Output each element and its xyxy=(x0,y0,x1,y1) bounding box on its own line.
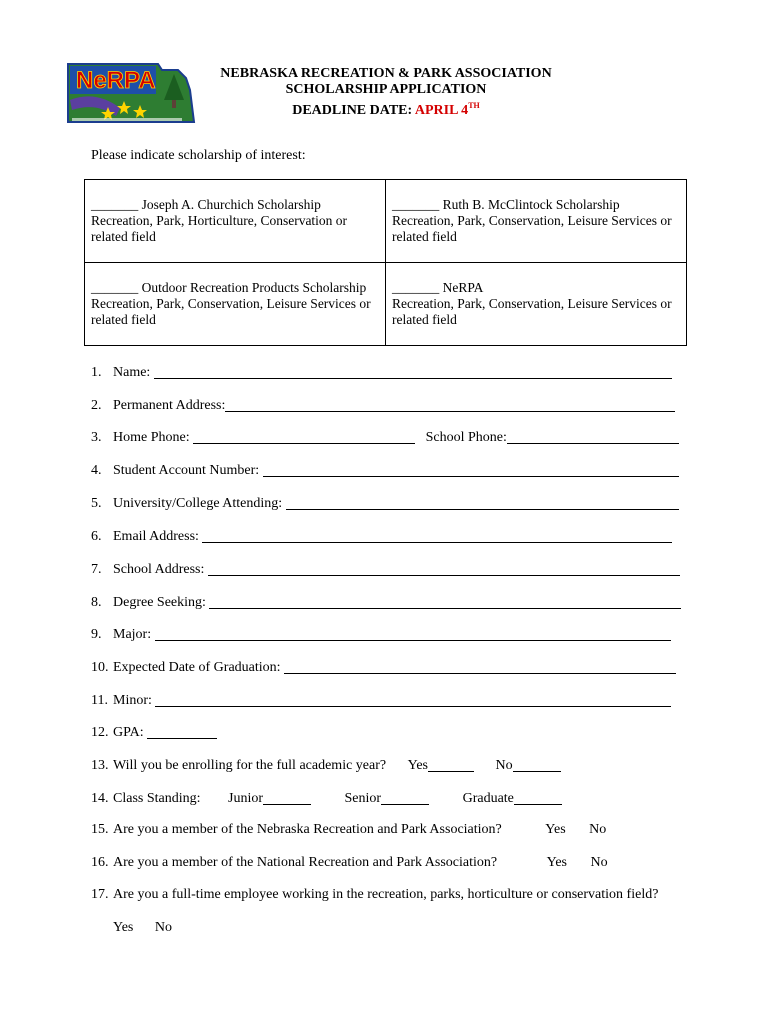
full-year-no-field[interactable] xyxy=(513,757,561,772)
scholarship-cell[interactable]: _______ NeRPA Recreation, Park, Conservation, Leisure Services or related field xyxy=(386,263,687,346)
title-deadline: DEADLINE DATE: APRIL 4TH xyxy=(292,101,480,118)
name-field[interactable] xyxy=(154,364,672,379)
question-school-address: 7. School Address: xyxy=(91,561,680,578)
full-year-yes-field[interactable] xyxy=(428,757,474,772)
major-field[interactable] xyxy=(155,626,671,641)
employee-no-option[interactable]: No xyxy=(154,920,172,935)
email-field[interactable] xyxy=(202,528,672,543)
nrpa-yes-option[interactable]: Yes xyxy=(546,855,567,870)
standing-graduate-field[interactable] xyxy=(514,790,562,805)
deadline-date: APRIL 4TH xyxy=(414,101,480,118)
home-phone-field[interactable] xyxy=(193,429,415,444)
document-title xyxy=(218,66,554,119)
nerpa-no-option[interactable]: No xyxy=(589,822,607,837)
scholarship-cell[interactable]: _______ Joseph A. Churchich Scholarship Recreation, Park, Horticulture, Conservation or related field xyxy=(85,180,386,263)
question-full-year: 13. Will you be enrolling for the full academic year? Yes No xyxy=(91,757,561,774)
scholarship-cell[interactable]: _______ Outdoor Recreation Products Scholarship Recreation, Park, Conservation, Leisure Services or related field xyxy=(85,263,386,346)
title-association: NEBRASKA RECREATION & PARK ASSOCIATION xyxy=(220,66,552,81)
nerpa-logo xyxy=(66,60,196,126)
standing-junior-field[interactable] xyxy=(263,790,311,805)
question-nerpa-member: 15. Are you a member of the Nebraska Recreation and Park Association? Yes No xyxy=(91,822,607,837)
university-field[interactable] xyxy=(286,495,679,510)
student-account-field[interactable] xyxy=(263,462,679,477)
scholarship-intro: Please indicate scholarship of interest: xyxy=(91,148,306,163)
graduation-date-field[interactable] xyxy=(284,659,676,674)
question-class-standing: 14. Class Standing: Junior Senior Graduate xyxy=(91,790,562,807)
degree-field[interactable] xyxy=(209,594,681,609)
question-permanent-address: 2. Permanent Address: xyxy=(91,397,675,414)
gpa-field[interactable] xyxy=(147,724,217,739)
question-nrpa-member: 16. Are you a member of the National Recreation and Park Association? Yes No xyxy=(91,855,608,870)
question-email: 6. Email Address: xyxy=(91,528,672,545)
question-phone: 3. Home Phone: School Phone: xyxy=(91,429,679,446)
question-fulltime-employee: 17. Are you a full-time employee working in the recreation, parks, horticulture or conservation field? xyxy=(91,887,659,902)
question-graduation-date: 10. Expected Date of Graduation: xyxy=(91,659,676,676)
question-student-account: 4. Student Account Number: xyxy=(91,462,679,479)
permanent-address-field[interactable] xyxy=(225,397,675,412)
school-phone-field[interactable] xyxy=(507,429,679,444)
minor-field[interactable] xyxy=(155,692,671,707)
question-minor: 11. Minor: xyxy=(91,692,671,709)
scholarship-table xyxy=(84,179,687,346)
nrpa-no-option[interactable]: No xyxy=(590,855,608,870)
question-university: 5. University/College Attending: xyxy=(91,495,679,512)
standing-senior-field[interactable] xyxy=(381,790,429,805)
question-major: 9. Major: xyxy=(91,626,671,643)
fulltime-employee-options xyxy=(113,920,172,936)
scholarship-cell[interactable]: _______ Ruth B. McClintock Scholarship Recreation, Park, Conservation, Leisure Services or related field xyxy=(386,180,687,263)
title-application: SCHOLARSHIP APPLICATION xyxy=(285,82,487,97)
svg-text:NeRPA: NeRPA xyxy=(76,67,156,94)
question-name: 1. Name: xyxy=(91,364,672,381)
employee-yes-option[interactable]: Yes xyxy=(113,920,134,935)
question-degree: 8. Degree Seeking: xyxy=(91,594,681,611)
question-gpa: 12. GPA: xyxy=(91,724,217,741)
nerpa-yes-option[interactable]: Yes xyxy=(545,822,566,837)
school-address-field[interactable] xyxy=(208,561,680,576)
